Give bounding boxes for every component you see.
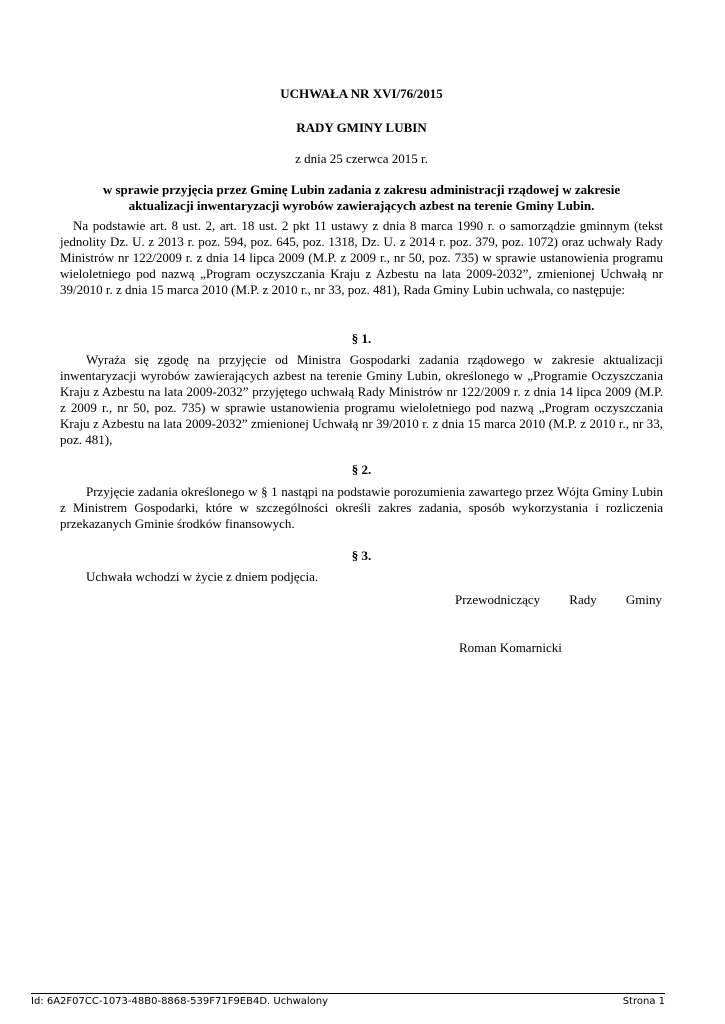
subject-line-1: w sprawie przyjęcia przez Gminę Lubin zadania z zakresu administracji rządowej w zakresie	[102, 182, 621, 197]
section-2-heading: § 2.	[351, 462, 372, 477]
resolution-subject	[60, 182, 663, 214]
document-id: Id: 6A2F07CC-1073-48B0-8868-539F71F9EB4D. Uchwalony	[31, 996, 329, 1007]
resolution-date: z dnia 25 czerwca 2015 r.	[295, 151, 428, 166]
council-name: RADY GMINY LUBIN	[296, 120, 427, 135]
section-3-text: Uchwała wchodzi w życie z dniem podjęcia.	[86, 569, 319, 584]
signature-word-3: Gminy	[625, 592, 662, 607]
section-1-heading: § 1.	[351, 331, 372, 346]
page-number: Strona 1	[622, 996, 665, 1007]
signatory-name: Roman Komarnicki	[459, 640, 562, 655]
section-3-heading: § 3.	[351, 548, 372, 563]
footer-divider	[31, 993, 665, 994]
section-2-text: Przyjęcie zadania określonego w § 1 nastąpi na podstawie porozumienia zawartego przez Wójta Gminy Lubin z Ministrem Gospodarki, które w szczególności określi zakres zadania, sposób wykorzystania i rozliczenia przekazanych Gminie środków finansowych.	[60, 484, 663, 531]
resolution-title: UCHWAŁA NR XVI/76/2015	[280, 86, 443, 101]
page-footer	[31, 996, 665, 1007]
section-1-text: Wyraża się zgodę na przyjęcie od Ministra Gospodarki zadania rządowego w zakresie aktualizacji inwentaryzacji wyrobów zawierających azbest na terenie Gminy Lubin, określonego w „Programie Oczyszczania Kraju z Azbestu na lata 2009-2032” przyjętego uchwałą Rady Ministrów nr 122/2009 r. z dnia 14 lipca 2009 (M.P. z 2009 r., nr 50, poz. 735) w sprawie ustanowienia programu wieloletniego pod nazwą „Program oczyszczania Kraju z Azbestu na lata 2009-2032” zmienionej Uchwałą nr 39/2010 r. z dnia 15 marca 2010 (M.P. z 2010 r., nr 33, poz. 481),	[60, 352, 663, 447]
signature-title	[455, 592, 662, 608]
preamble: Na podstawie art. 8 ust. 2, art. 18 ust. 2 pkt 11 ustawy z dnia 8 marca 1990 r. o samorządzie gminnym (tekst jednolity Dz. U. z 2013 r. poz. 594, poz. 645, poz. 1318, Dz. U. z 2014 r. poz. 379, poz. 1072) oraz uchwały Rady Ministrów nr 122/2009 r. z dnia 14 lipca 2009 (M.P. z 2009 r., nr 50, poz. 735) w sprawie ustanowienia programu wieloletniego pod nazwą „Program oczyszczania Kraju z Azbestu na lata 2009-2032”, zmienionej Uchwałą nr 39/2010 r. z dnia 15 marca 2010 (M.P. z 2010 r., nr 33, poz. 481), Rada Gminy Lubin uchwala, co następuje:	[60, 218, 663, 297]
subject-line-2: aktualizacji inwentaryzacji wyrobów zawierających azbest na terenie Gminy Lubin.	[128, 198, 595, 213]
signature-word-1: Przewodniczący	[455, 592, 541, 607]
signature-word-2: Rady	[569, 592, 597, 607]
